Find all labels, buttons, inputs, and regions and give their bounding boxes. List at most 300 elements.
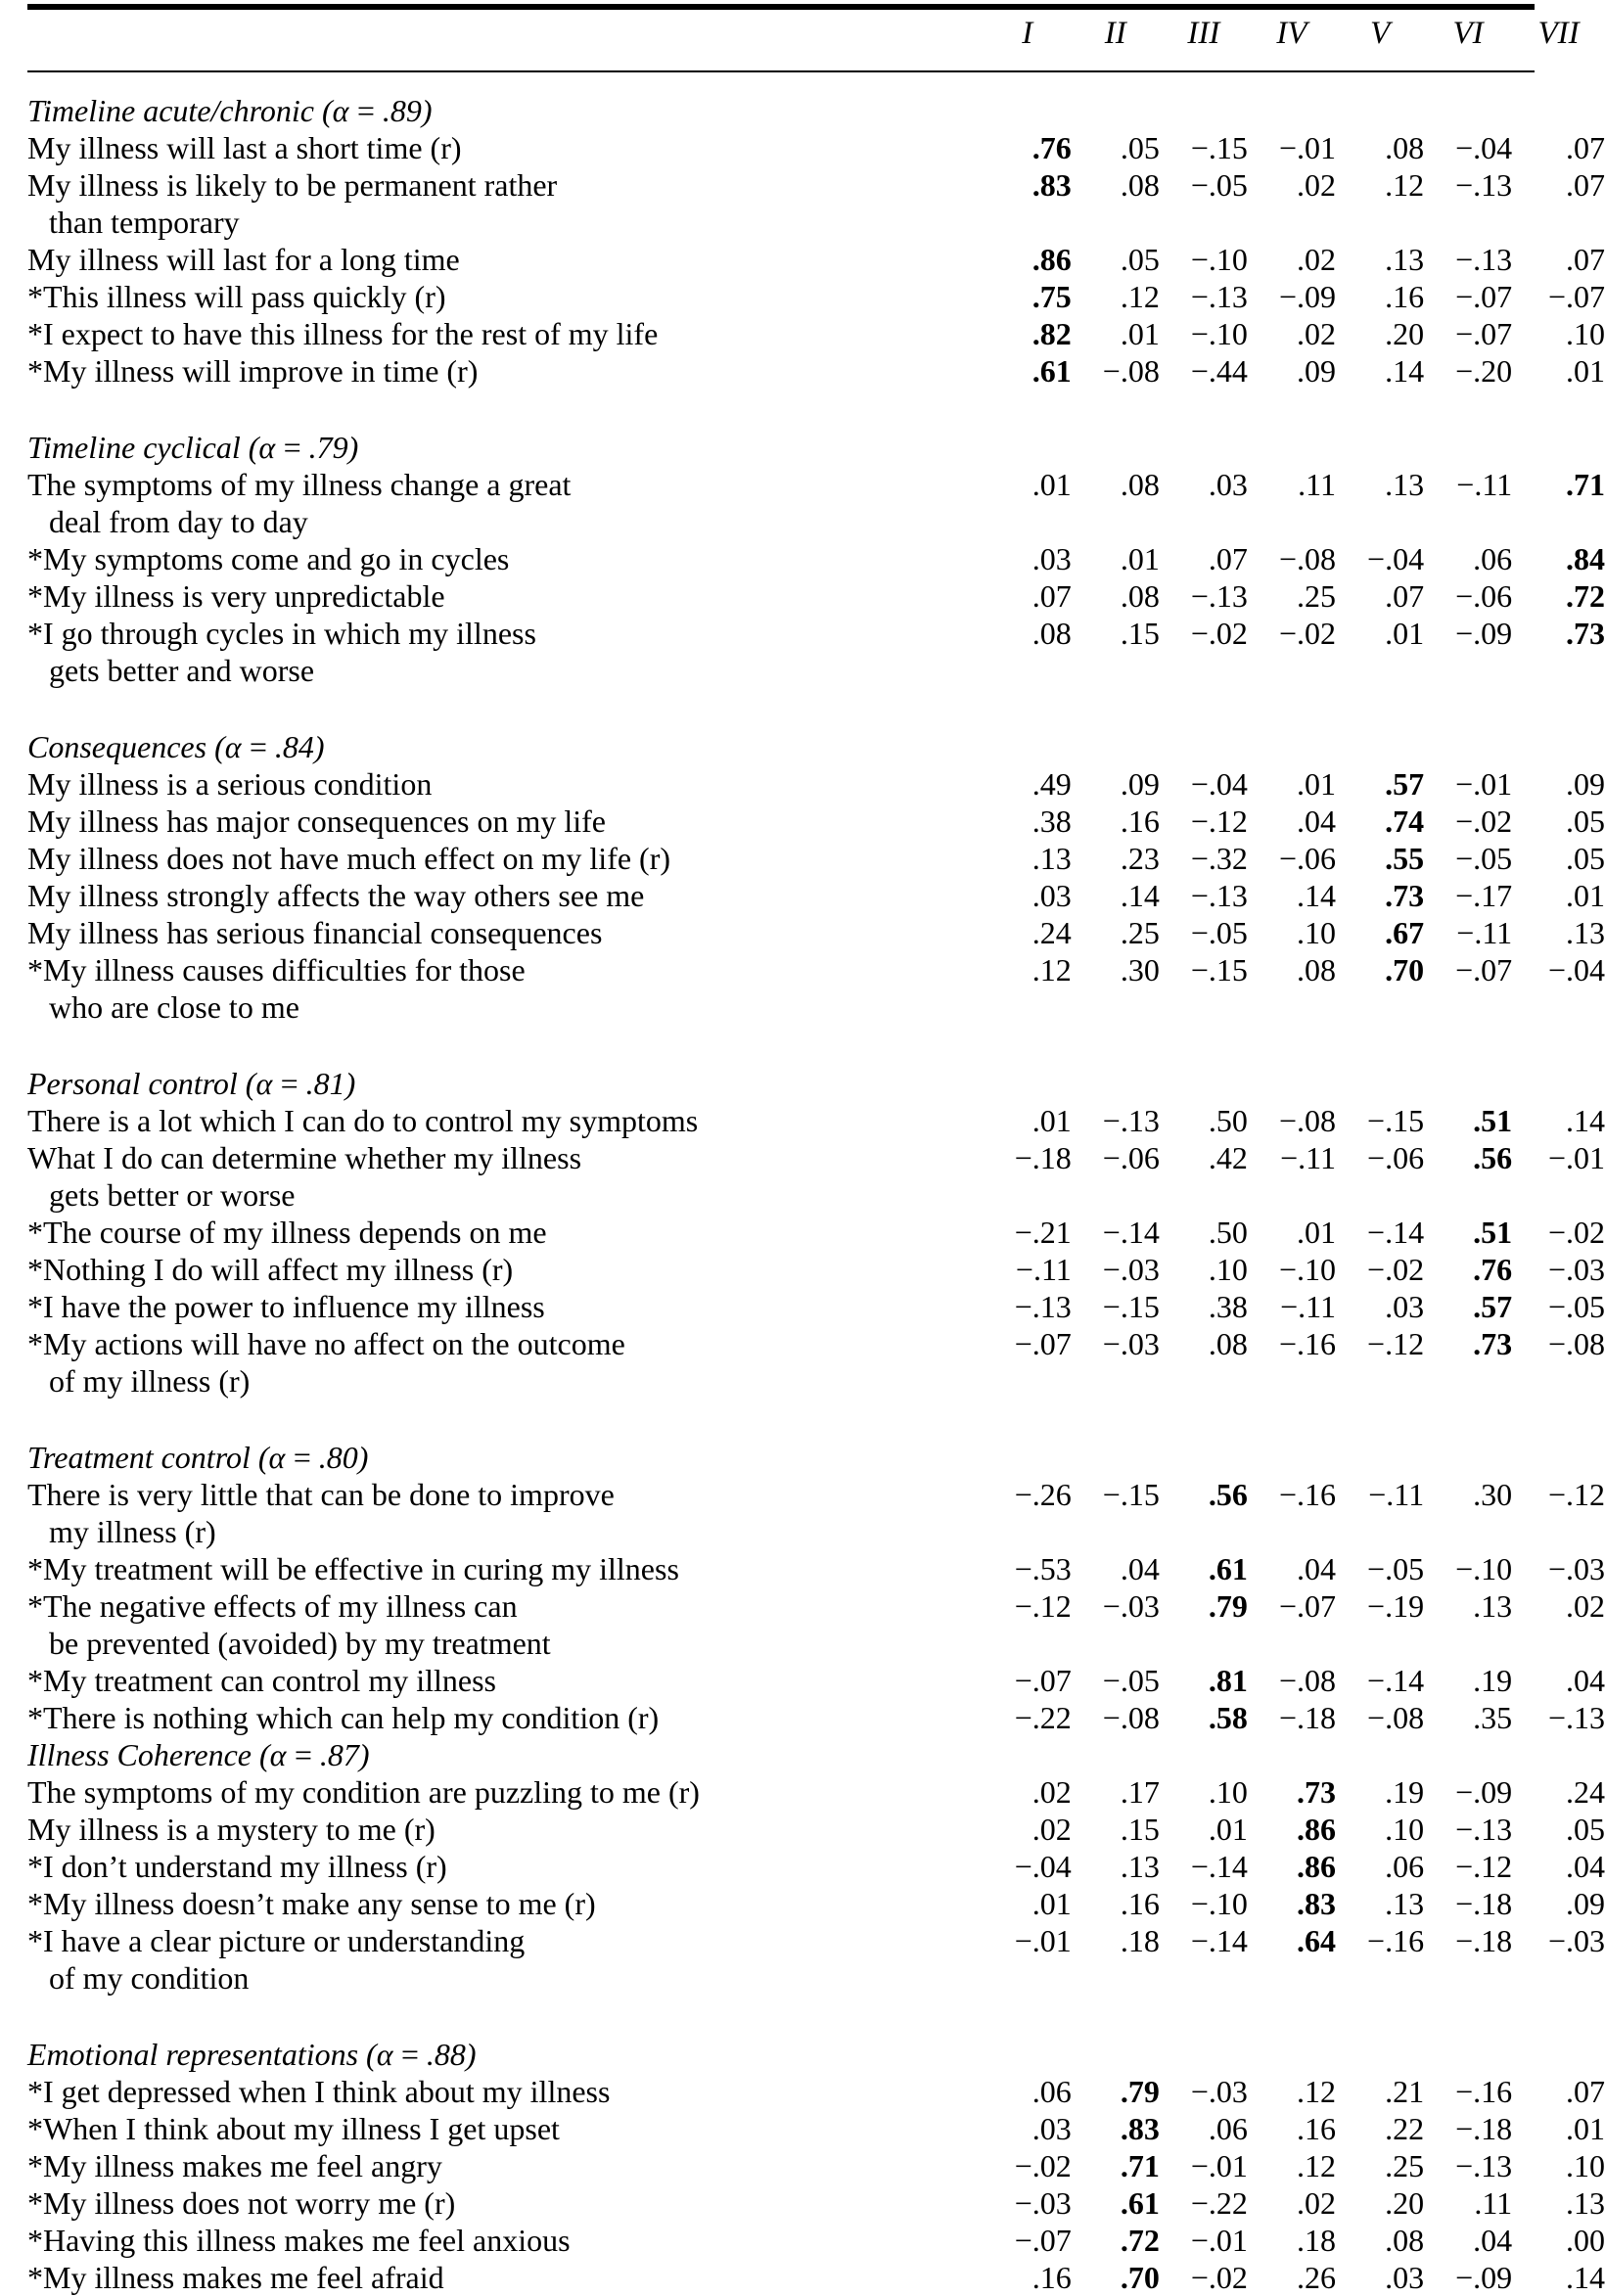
loading-value-vi: −.18 [1455,1923,1513,1958]
item-label-continuation-text: be prevented (avoided) by my treatment [49,1626,551,1661]
continuation-empty-cell [1424,1959,1512,1997]
continuation-empty-cell [1160,503,1248,540]
continuation-empty-cell [1072,1625,1160,1662]
section-spacer [27,1400,1605,1421]
continuation-empty-cell [1424,1176,1512,1214]
loading-value-iii: −.05 [1190,915,1248,950]
loading-value-vi: .35 [1473,1700,1513,1735]
loading-value-i: −.53 [1014,1551,1072,1586]
loading-value-i: .24 [1032,915,1072,950]
item-label: The symptoms of my condition are puzzling to me (r) [27,1774,700,1810]
loading-value-i: .86 [1032,242,1072,277]
loading-value-ii: .14 [1120,878,1160,913]
loading-value-vii: .13 [1566,915,1605,950]
table-head [27,12,1605,74]
loading-value-iv: −.08 [1278,1663,1336,1698]
loading-value-vi: −.20 [1455,353,1513,389]
loading-value-vi: −.09 [1455,2260,1513,2295]
loading-value-iii: .42 [1208,1140,1248,1175]
loading-value-i: .03 [1032,2111,1072,2146]
loading-value-iii: .10 [1208,1774,1248,1810]
loading-value-i: .49 [1032,766,1072,802]
loading-value-vi: .57 [1473,1289,1513,1324]
continuation-empty-cell [1160,988,1248,1026]
loading-value-v: .10 [1385,1812,1425,1847]
loading-value-iii: .56 [1208,1477,1248,1512]
loading-value-vi: −.02 [1455,804,1513,839]
loading-value-v: .57 [1385,766,1425,802]
loading-value-iv: −.16 [1278,1477,1336,1512]
section-spacer [27,1026,1605,1047]
continuation-empty-cell [1336,1625,1424,1662]
table-row [27,1139,1605,1176]
continuation-empty-cell [1424,1513,1512,1550]
loading-value-vi: −.13 [1455,242,1513,277]
section-heading: Timeline cyclical (α = .79) [27,430,359,465]
loading-value-i: −.04 [1014,1849,1072,1884]
loading-value-vii: −.13 [1547,1700,1605,1735]
loading-value-ii: .18 [1120,1923,1160,1958]
loading-value-ii: .15 [1120,1812,1160,1847]
loading-value-ii: −.03 [1102,1588,1160,1624]
loading-value-v: .01 [1385,616,1425,651]
section-heading-empty-cell [1336,1047,1424,1102]
table-row [27,1773,1605,1811]
section-heading-empty-cell [984,411,1072,466]
loading-value-ii: −.03 [1102,1326,1160,1361]
loading-value-ii: .01 [1120,316,1160,351]
loading-value-iv: .83 [1296,1886,1336,1921]
section-heading-empty-cell [1160,74,1248,129]
section-heading: Treatment control (α = .80) [27,1440,369,1475]
continuation-empty-cell [1072,1176,1160,1214]
column-header-i: I [1022,16,1033,51]
loading-value-v: .12 [1385,167,1425,203]
loading-value-v: −.14 [1367,1663,1425,1698]
loading-value-iii: .61 [1208,1551,1248,1586]
table-row [27,615,1605,652]
table-row [27,2184,1605,2222]
loading-value-iv: .02 [1296,2185,1336,2221]
item-label: My illness will last a short time (r) [27,130,462,165]
loading-value-i: −.07 [1014,2223,1072,2258]
section-heading-empty-cell [1424,1736,1512,1773]
loading-value-ii: −.03 [1102,1252,1160,1287]
loading-value-iv: .86 [1296,1812,1336,1847]
item-label: *My illness makes me feel angry [27,2148,442,2183]
spacer-cell [27,1026,1605,1047]
continuation-empty-cell [1336,1176,1424,1214]
loading-value-ii: .15 [1120,616,1160,651]
continuation-empty-cell [1072,988,1160,1026]
continuation-empty-cell [1072,652,1160,689]
table-row [27,1885,1605,1922]
loading-value-vi: −.04 [1455,130,1513,165]
loading-value-vii: .10 [1566,2148,1605,2183]
loading-value-iv: .25 [1296,578,1336,614]
item-label-continuation [27,988,984,1026]
loading-value-vi: −.07 [1455,316,1513,351]
loading-value-vii: .72 [1566,578,1605,614]
loading-value-i: .16 [1032,2260,1072,2295]
loading-value-i: .82 [1032,316,1072,351]
continuation-empty-cell [1512,1513,1605,1550]
column-header-iii: III [1187,16,1220,51]
loading-value-v: −.04 [1367,541,1425,576]
continuation-empty-cell [1160,1959,1248,1997]
item-label: *My illness causes difficulties for those [27,952,526,987]
continuation-empty-cell [1248,1959,1336,1997]
item-label: *When I think about my illness I get upset [27,2111,560,2146]
loading-value-iv: .02 [1296,242,1336,277]
continuation-empty-cell [1512,1959,1605,1997]
loading-value-v: .13 [1385,1886,1425,1921]
continuation-empty-cell [1072,1959,1160,1997]
continuation-empty-cell [984,652,1072,689]
loading-value-iii: −.22 [1190,2185,1248,2221]
table-row [27,1214,1605,1251]
section-heading-empty-cell [1336,2018,1424,2073]
table-row [27,1922,1605,1959]
loading-value-i: −.11 [1015,1252,1072,1287]
loading-value-v: .21 [1385,2074,1425,2109]
item-label: *I have a clear picture or understanding [27,1923,526,1958]
loading-value-vii: .24 [1566,1774,1605,1810]
table-row [27,1550,1605,1587]
item-label: *This illness will pass quickly (r) [27,279,446,314]
loading-value-vi: .76 [1473,1252,1513,1287]
loading-value-iii: −.10 [1190,1886,1248,1921]
loading-value-i: −.26 [1014,1477,1072,1512]
table-row [27,803,1605,840]
loading-value-ii: .61 [1120,2185,1160,2221]
loading-value-ii: −.15 [1102,1289,1160,1324]
section-heading-empty-cell [1512,74,1605,129]
section-heading-empty-cell [1336,411,1424,466]
loading-value-i: .75 [1032,279,1072,314]
loading-value-vi: .06 [1473,541,1513,576]
loading-value-iv: .01 [1296,1215,1336,1250]
loading-value-vi: −.10 [1455,1551,1513,1586]
loading-value-vi: −.07 [1455,952,1513,987]
loading-value-ii: .05 [1120,242,1160,277]
continuation-empty-cell [984,1176,1072,1214]
loading-value-iii: −.14 [1190,1849,1248,1884]
item-continuation-row [27,503,1605,540]
loading-value-v: .74 [1385,804,1425,839]
loading-value-i: −.01 [1014,1923,1072,1958]
loading-value-ii: .13 [1120,1849,1160,1884]
section-heading-empty-cell [1072,2018,1160,2073]
loading-value-iii: −.01 [1190,2223,1248,2258]
loading-value-v: .20 [1385,2185,1425,2221]
loading-value-iv: .11 [1298,467,1336,502]
section-spacer [27,390,1605,411]
loading-value-ii: .25 [1120,915,1160,950]
section-heading-empty-cell [1160,411,1248,466]
continuation-empty-cell [1248,988,1336,1026]
loading-value-iv: −.08 [1278,541,1336,576]
loading-value-ii: .71 [1120,2148,1160,2183]
loading-value-iv: .26 [1296,2260,1336,2295]
loading-value-i: −.18 [1014,1140,1072,1175]
item-label-continuation-text: who are close to me [49,989,299,1025]
continuation-empty-cell [1512,1362,1605,1400]
section-heading-empty-cell [1248,411,1336,466]
loading-value-ii: .12 [1120,279,1160,314]
loading-value-i: −.21 [1014,1215,1072,1250]
section-heading-empty-cell [1248,2018,1336,2073]
loading-value-i: .03 [1032,541,1072,576]
table-row [27,1102,1605,1139]
loading-value-iv: .02 [1296,316,1336,351]
section-heading-row [27,1421,1605,1476]
loading-value-vi: −.11 [1456,467,1513,502]
loading-value-iv: .01 [1296,766,1336,802]
item-label: My illness will last for a long time [27,242,460,277]
continuation-empty-cell [1248,204,1336,241]
loading-value-v: .67 [1385,915,1425,950]
loading-value-iii: .10 [1208,1252,1248,1287]
loading-value-iv: .64 [1296,1923,1336,1958]
table-row [27,2110,1605,2147]
item-label: *My treatment can control my illness [27,1663,496,1698]
item-label: *My actions will have no affect on the outcome [27,1326,625,1361]
loading-value-iv: −.07 [1278,1588,1336,1624]
loading-value-v: −.16 [1367,1923,1425,1958]
section-heading: Timeline acute/chronic (α = .89) [27,93,433,128]
table-row [27,466,1605,503]
item-label-continuation [27,503,984,540]
item-label: *I expect to have this illness for the rest of my life [27,316,659,351]
continuation-empty-cell [1072,1362,1160,1400]
loading-value-i: −.07 [1014,1326,1072,1361]
table-row [27,1476,1605,1513]
continuation-empty-cell [1512,652,1605,689]
section-heading-row [27,711,1605,765]
loading-value-vii: −.03 [1547,1923,1605,1958]
loading-value-iii: .08 [1208,1326,1248,1361]
loading-value-v: −.08 [1367,1700,1425,1735]
continuation-empty-cell [1248,652,1336,689]
section-heading-empty-cell [1248,1047,1336,1102]
loading-value-i: −.02 [1014,2148,1072,2183]
continuation-empty-cell [1336,652,1424,689]
loading-value-i: .03 [1032,878,1072,913]
loading-value-iv: −.11 [1280,1289,1336,1324]
loading-value-iii: −.15 [1190,130,1248,165]
loading-value-iii: −.44 [1190,353,1248,389]
continuation-empty-cell [1160,1362,1248,1400]
section-heading-empty-cell [1336,1421,1424,1476]
table-row [27,840,1605,877]
item-continuation-row [27,1513,1605,1550]
table-row [27,2073,1605,2110]
continuation-empty-cell [1248,1513,1336,1550]
section-heading-empty-cell [1160,1047,1248,1102]
loading-value-vii: .09 [1566,1886,1605,1921]
loading-value-vi: −.05 [1455,841,1513,876]
loading-value-vi: −.11 [1456,915,1513,950]
continuation-empty-cell [1336,503,1424,540]
section-heading-row [27,1736,1605,1773]
loading-value-ii: −.15 [1102,1477,1160,1512]
section-heading-empty-cell [984,74,1072,129]
continuation-empty-cell [1248,1625,1336,1662]
loading-value-v: .06 [1385,1849,1425,1884]
loading-value-ii: .70 [1120,2260,1160,2295]
loading-value-iii: −.32 [1190,841,1248,876]
section-heading-empty-cell [1160,1421,1248,1476]
loading-value-vii: .02 [1566,1588,1605,1624]
table-row [27,540,1605,577]
loading-value-i: .38 [1032,804,1072,839]
loading-value-v: .16 [1385,279,1425,314]
loading-value-vii: .14 [1566,2260,1605,2295]
item-label-continuation-text: than temporary [49,205,240,240]
loading-value-vi: .11 [1474,2185,1513,2221]
item-label-continuation [27,1625,984,1662]
loading-value-vii: .01 [1566,2111,1605,2146]
continuation-empty-cell [1248,1362,1336,1400]
table-row [27,1288,1605,1325]
loading-value-iii: .06 [1208,2111,1248,2146]
loading-value-iv: −.18 [1278,1700,1336,1735]
section-heading-empty-cell [1512,411,1605,466]
continuation-empty-cell [1072,204,1160,241]
section-heading: Emotional representations (α = .88) [27,2037,477,2072]
continuation-empty-cell [1160,204,1248,241]
loading-value-v: −.05 [1367,1551,1425,1586]
continuation-empty-cell [1160,1176,1248,1214]
section-heading-empty-cell [1248,1736,1336,1773]
loading-value-ii: .79 [1120,2074,1160,2109]
loading-value-vii: .05 [1566,1812,1605,1847]
table-row [27,1848,1605,1885]
item-label-continuation [27,1959,984,1997]
item-label: *My illness doesn’t make any sense to me (r) [27,1886,596,1921]
loading-value-ii: −.14 [1102,1215,1160,1250]
continuation-empty-cell [1512,1625,1605,1662]
loading-value-iii: .79 [1208,1588,1248,1624]
loading-value-iii: .07 [1208,541,1248,576]
section-heading-empty-cell [1248,1421,1336,1476]
section-heading-row [27,411,1605,466]
continuation-empty-cell [984,988,1072,1026]
loading-value-iv: −.01 [1278,130,1336,165]
loading-value-ii: .04 [1120,1551,1160,1586]
loading-value-ii: .83 [1120,2111,1160,2146]
item-label: *My illness is very unpredictable [27,578,445,614]
continuation-empty-cell [1160,1625,1248,1662]
loading-value-iv: .12 [1296,2074,1336,2109]
item-label: What I do can determine whether my illness [27,1140,582,1175]
loading-value-ii: .08 [1120,467,1160,502]
item-label: My illness has major consequences on my life [27,804,606,839]
item-label: *The negative effects of my illness can [27,1588,518,1624]
loading-value-iv: .14 [1296,878,1336,913]
table-row [27,2259,1605,2296]
loading-value-iii: −.13 [1190,878,1248,913]
table-row [27,166,1605,204]
section-heading-empty-cell [1072,1736,1160,1773]
loading-value-v: .19 [1385,1774,1425,1810]
loading-value-iv: .02 [1296,167,1336,203]
loading-value-i: .06 [1032,2074,1072,2109]
item-label: *I don’t understand my illness (r) [27,1849,447,1884]
loading-value-vii: .01 [1566,878,1605,913]
factor-loading-table [27,12,1605,2296]
loading-value-iii: −.10 [1190,316,1248,351]
item-label: *I have the power to influence my illness [27,1289,545,1324]
continuation-empty-cell [1336,1513,1424,1550]
loading-value-iii: .01 [1208,1812,1248,1847]
continuation-empty-cell [1072,503,1160,540]
continuation-empty-cell [1424,503,1512,540]
loading-value-iii: −.10 [1190,242,1248,277]
loading-value-iii: .58 [1208,1700,1248,1735]
continuation-empty-cell [1160,1513,1248,1550]
loading-value-vii: −.05 [1547,1289,1605,1324]
loading-value-v: .70 [1385,952,1425,987]
section-heading: Personal control (α = .81) [27,1066,356,1101]
loading-value-vii: −.07 [1547,279,1605,314]
section-heading-empty-cell [984,1736,1072,1773]
continuation-empty-cell [1512,503,1605,540]
loading-value-v: −.02 [1367,1252,1425,1287]
table-row [27,577,1605,615]
section-heading-empty-cell [1160,1736,1248,1773]
table-row [27,1699,1605,1736]
continuation-empty-cell [1248,503,1336,540]
loading-value-ii: −.06 [1102,1140,1160,1175]
loading-value-v: .03 [1385,1289,1425,1324]
loading-value-i: .08 [1032,616,1072,651]
loading-value-i: −.22 [1014,1700,1072,1735]
continuation-empty-cell [1424,1625,1512,1662]
loading-value-i: −.03 [1014,2185,1072,2221]
loading-value-vi: −.07 [1455,279,1513,314]
loading-value-vii: .04 [1566,1849,1605,1884]
loading-value-ii: .16 [1120,1886,1160,1921]
loading-value-vii: .07 [1566,242,1605,277]
loading-value-vi: −.06 [1455,578,1513,614]
item-continuation-row [27,988,1605,1026]
continuation-empty-cell [1424,204,1512,241]
item-label-continuation [27,1362,984,1400]
loading-value-iv: −.09 [1278,279,1336,314]
loading-value-vi: .19 [1473,1663,1513,1698]
loading-value-vi: −.09 [1455,616,1513,651]
loading-value-vi: −.01 [1455,766,1513,802]
loading-value-vii: −.03 [1547,1252,1605,1287]
section-heading-empty-cell [1336,711,1424,765]
loading-value-v: .22 [1385,2111,1425,2146]
loading-value-ii: .23 [1120,841,1160,876]
loading-value-vii: .13 [1566,2185,1605,2221]
loading-value-i: .02 [1032,1812,1072,1847]
item-label: *I get depressed when I think about my illness [27,2074,611,2109]
loading-value-vii: .07 [1566,2074,1605,2109]
continuation-empty-cell [984,204,1072,241]
loading-value-vii: .14 [1566,1103,1605,1138]
loading-value-ii: .05 [1120,130,1160,165]
section-heading-empty-cell [1072,74,1160,129]
section-heading-empty-cell [1248,711,1336,765]
table-row [27,278,1605,315]
continuation-empty-cell [1424,652,1512,689]
continuation-empty-cell [1160,652,1248,689]
